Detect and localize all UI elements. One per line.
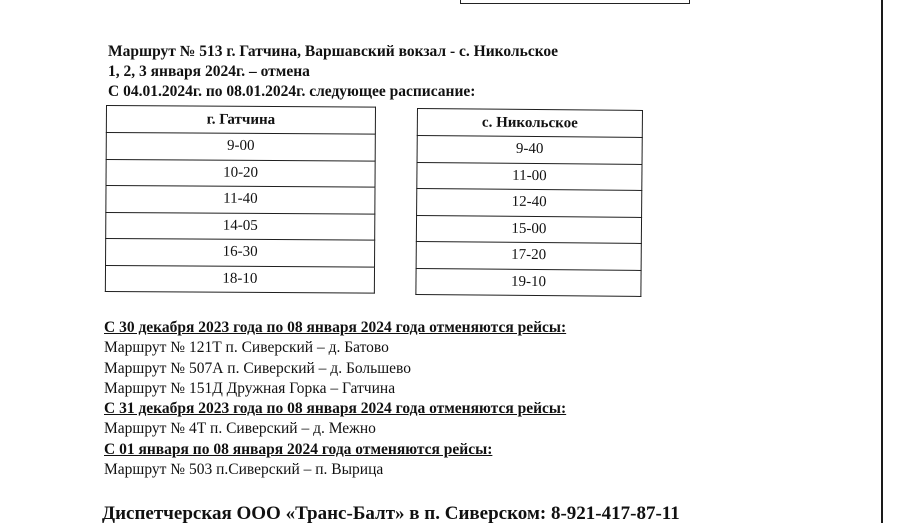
nikolskoe-time-cell: 11-00 (417, 162, 642, 190)
gatchina-time-cell: 14-05 (106, 212, 375, 240)
schedule-intro: С 04.01.2024г. по 08.01.2024г. следующее расписание: (108, 83, 476, 100)
cancellations-section (104, 318, 566, 480)
notice-header (108, 42, 558, 102)
nikolskoe-time-cell: 17-20 (416, 241, 641, 269)
route-title: Маршрут № 513 г. Гатчина, Варшавский вокзал - с. Никольское (108, 43, 559, 60)
dispatcher-contact: Диспетчерская ООО «Транс-Балт» в п. Сиверском: 8-921-417-87-11 (102, 503, 680, 524)
cancelled-route: Маршрут № 4Т п. Сиверский – д. Межно (104, 420, 376, 438)
top-border-box (460, 0, 690, 4)
cancel-heading-dec30: С 30 декабря 2023 года по 08 января 2024 года отменяются рейсы: (104, 319, 567, 336)
nikolskoe-time-cell: 19-10 (416, 268, 641, 296)
gatchina-column-header: г. Гатчина (106, 106, 375, 135)
nikolskoe-time-cell: 15-00 (416, 215, 641, 243)
cancelled-route: Маршрут № 151Д Дружная Горка – Гатчина (104, 379, 396, 397)
gatchina-schedule-table (105, 105, 376, 294)
nikolskoe-time-cell: 9-40 (417, 136, 642, 164)
page-edge-line (881, 0, 883, 523)
nikolskoe-column-header: с. Никольское (417, 109, 642, 138)
nikolskoe-schedule-table (415, 108, 643, 297)
gatchina-time-cell: 11-40 (106, 186, 375, 214)
gatchina-time-cell: 9-00 (106, 133, 375, 161)
cancelled-route: Маршрут № 121Т п. Сиверский – д. Батово (104, 339, 389, 357)
cancel-days-note: 1, 2, 3 января 2024г. – отмена (108, 63, 310, 80)
cancel-heading-dec31: С 31 декабря 2023 года по 08 января 2024 года отменяются рейсы: (104, 400, 567, 418)
gatchina-time-cell: 16-30 (106, 239, 375, 267)
cancel-heading-jan01: С 01 января по 08 января 2024 года отменяются рейсы: (104, 440, 493, 458)
nikolskoe-time-cell: 12-40 (417, 189, 642, 217)
cancelled-route: Маршрут № 507А п. Сиверский – д. Большево (104, 359, 411, 377)
gatchina-time-cell: 10-20 (106, 159, 375, 187)
gatchina-time-cell: 18-10 (105, 265, 374, 293)
cancelled-route: Маршрут № 503 п.Сиверский – п. Вырица (104, 461, 384, 479)
